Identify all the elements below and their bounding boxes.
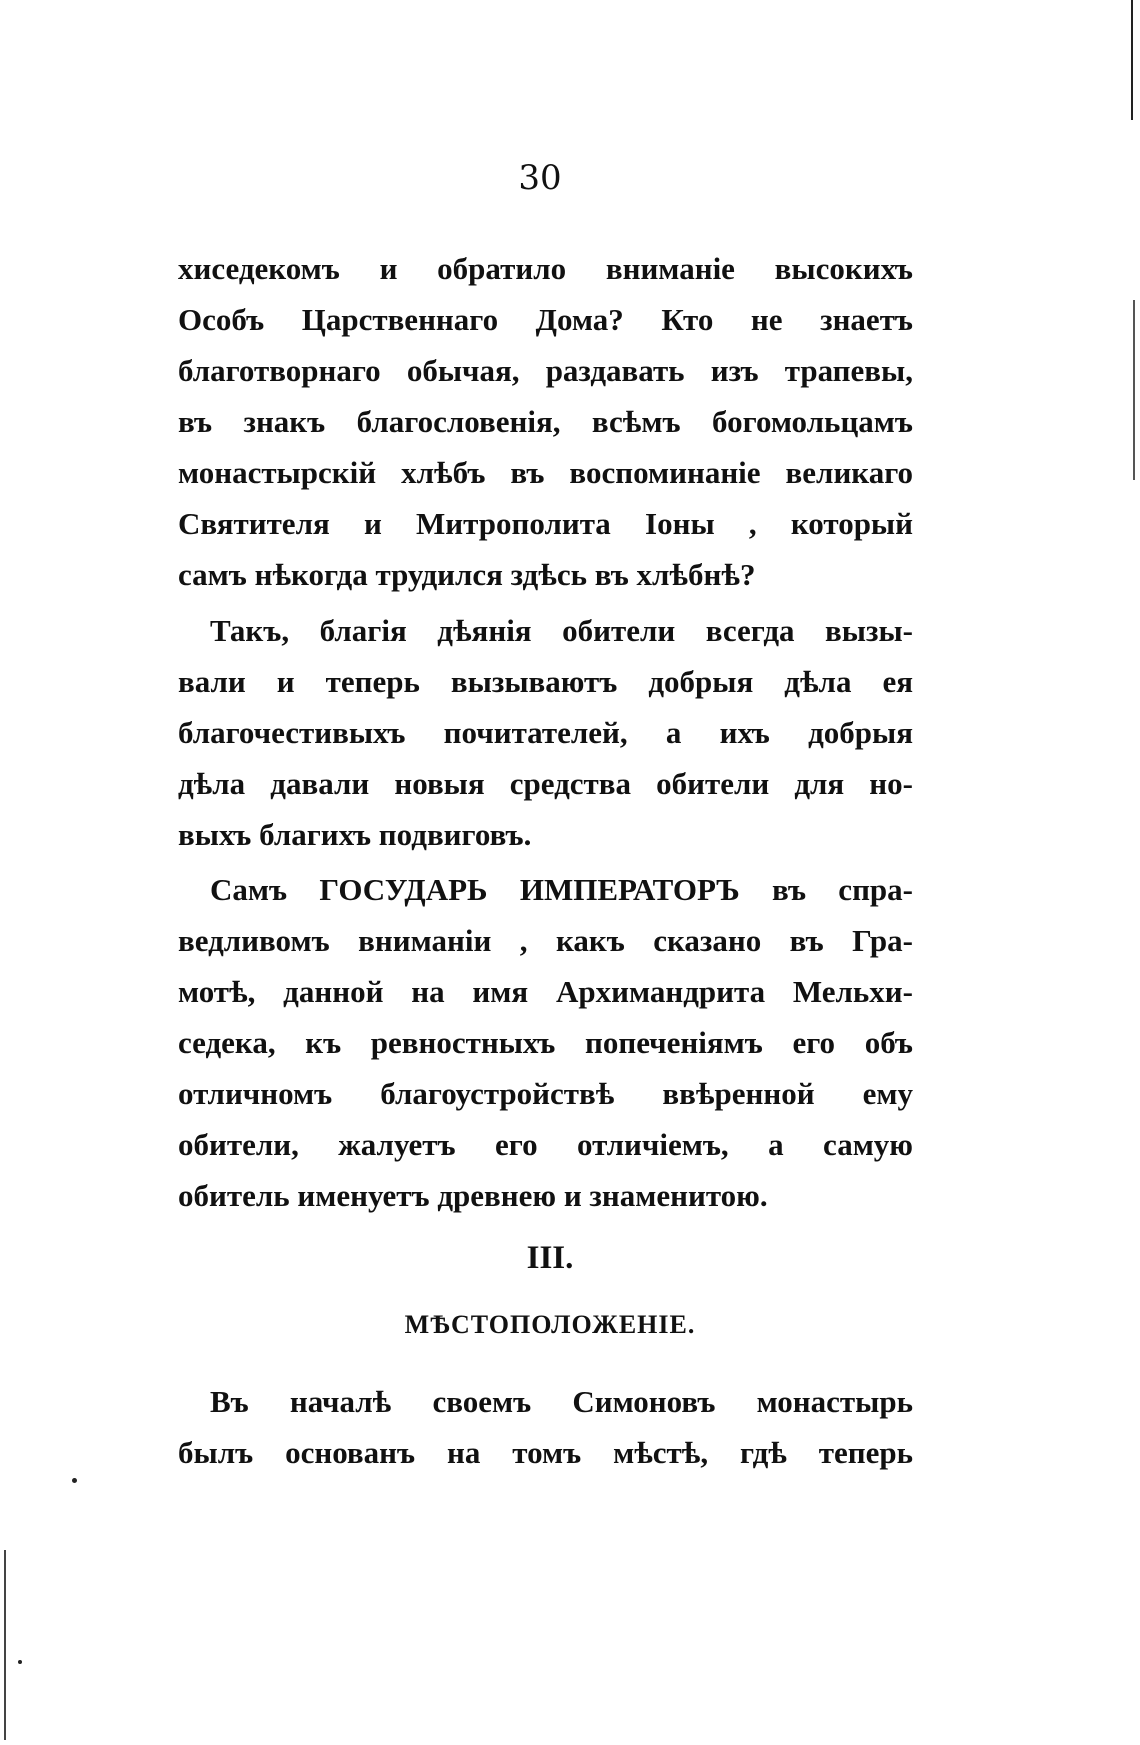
text-line: ведливомъ вниманіи , какъ сказано въ Гра-	[178, 923, 913, 958]
text-line: самъ нѣкогда трудился здѣсь въ хлѣбнѣ?	[178, 557, 756, 592]
text-line: выхъ благихъ подвиговъ.	[178, 817, 532, 852]
section-numeral: III.	[526, 1240, 574, 1276]
text-line: обитель именуетъ древнею и знаменитою.	[178, 1178, 768, 1213]
paragraph-3	[178, 864, 913, 1221]
section-heading: МѢСТОПОЛОЖЕНІЕ.	[404, 1310, 696, 1339]
text-line: Въ началѣ своемъ Симоновъ монастырь	[210, 1384, 913, 1419]
scan-dot	[72, 1478, 77, 1483]
page-number: 30	[518, 158, 562, 198]
text-line: Особъ Царственнаго Дома? Кто не знаетъ	[178, 302, 913, 337]
text-line: благотворнаго обычая, раздавать изъ трапевы,	[178, 353, 913, 388]
paragraph-1	[178, 243, 913, 600]
text-line: монастырскій хлѣбъ въ воспоминаніе великаго	[178, 455, 913, 490]
text-line: мотѣ, данной на имя Архимандрита Мельхи-	[178, 974, 913, 1009]
text-line: Святителя и Митрополита Іоны , который	[178, 506, 913, 541]
section-paragraph	[178, 1376, 913, 1478]
text-line: отличномъ благоустройствѣ ввѣренной ему	[178, 1076, 913, 1111]
scan-dot	[18, 1660, 22, 1664]
text-line: обители, жалуетъ его отличіемъ, а самую	[178, 1127, 913, 1162]
text-line: хиседекомъ и обратило вниманіе высокихъ	[178, 251, 913, 286]
scan-edge-mark	[1131, 0, 1133, 120]
paragraph-2	[178, 605, 913, 860]
scan-edge-mark	[1133, 300, 1135, 480]
text-line: Самъ ГОСУДАРЬ ИМПЕРАТОРЪ въ спра-	[210, 872, 913, 907]
text-line: седека, къ ревностныхъ попеченіямъ его объ	[178, 1025, 913, 1060]
text-line: въ знакъ благословенія, всѣмъ богомольцамъ	[178, 404, 913, 439]
text-line: Такъ, благія дѣянія обители всегда вызы-	[210, 613, 913, 648]
text-line: вали и теперь вызываютъ добрыя дѣла ея	[178, 664, 913, 699]
scan-edge-mark	[4, 1550, 6, 1740]
text-line: былъ основанъ на томъ мѣстѣ, гдѣ теперь	[178, 1435, 913, 1470]
text-line: благочестивыхъ почитателей, а ихъ добрыя	[178, 715, 913, 750]
text-line: дѣла давали новыя средства обители для но-	[178, 766, 913, 801]
